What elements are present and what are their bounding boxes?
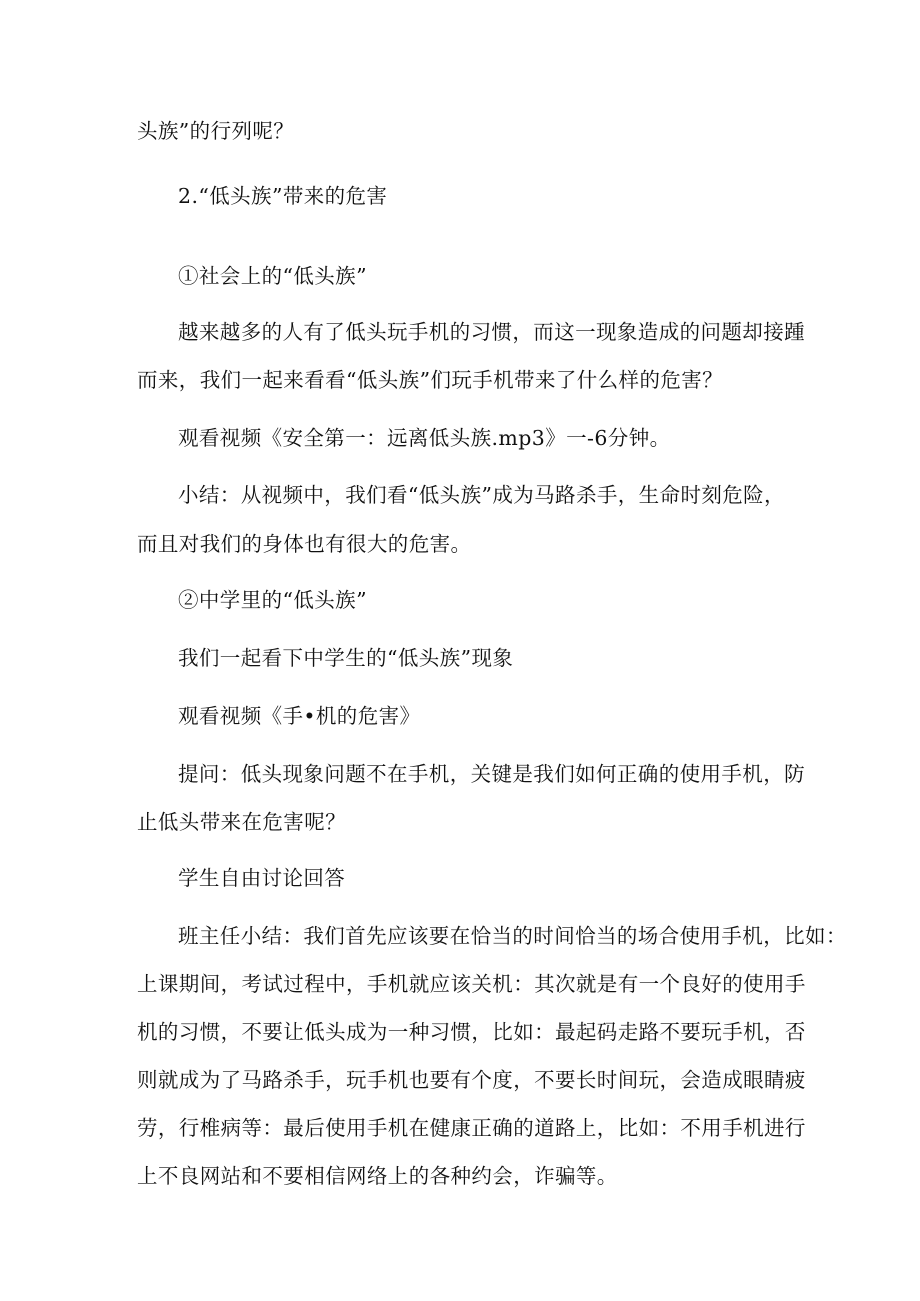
text-line: 提问：低头现象问题不在手机，关键是我们如何正确的使用手机，防 [178, 762, 805, 786]
text-line: 上不良网站和不要相信网络上的各种约会，诈骗等。 [137, 1164, 618, 1188]
text-line: 而来，我们一起来看看“低头族”们玩手机带来了什么样的危害？ [137, 368, 724, 392]
text-line: 小结：从视频中，我们看“低头族”成为马路杀手，生命时刻危险， [178, 483, 785, 507]
text-line: 班主任小结：我们首先应该要在恰当的时间恰当的场合使用手机，比如： [178, 924, 847, 948]
text-line: 上课期间，考试过程中，手机就应该关机：其次就是有一个良好的使用手 [137, 972, 806, 996]
text-line: 劳，行椎病等：最后使用手机在健康正确的道路上，比如：不用手机进行 [137, 1116, 806, 1140]
text-line: 越来越多的人有了低头玩手机的习惯，而这一现象造成的问题却接踵 [178, 320, 805, 344]
text-line: 则就成为了马路杀手，玩手机也要有个度，不要长时间玩，会造成眼睛疲 [137, 1068, 806, 1092]
text-line: 我们一起看下中学生的“低头族”现象 [178, 646, 514, 670]
subsection-heading: ①社会上的“低头族” [178, 264, 367, 288]
section-heading: 2.“低头族”带来的危害 [178, 184, 388, 208]
text-line: 而且对我们的身体也有很大的危害。 [137, 532, 472, 556]
text-line: 观看视频《手•机的危害》 [178, 704, 421, 728]
text-line: 学生自由讨论回答 [178, 866, 346, 890]
text-line: 观看视频《安全第一：远离低头族.mp3》一-6分钟。 [178, 426, 671, 450]
text-line: 头族”的行列呢？ [137, 119, 295, 143]
text-line: 机的习惯，不要让低头成为一种习惯，比如：最起码走路不要玩手机，否 [137, 1020, 806, 1044]
subsection-heading: ②中学里的“低头族” [178, 588, 367, 612]
text-line: 止低头带来在危害呢？ [137, 810, 346, 834]
